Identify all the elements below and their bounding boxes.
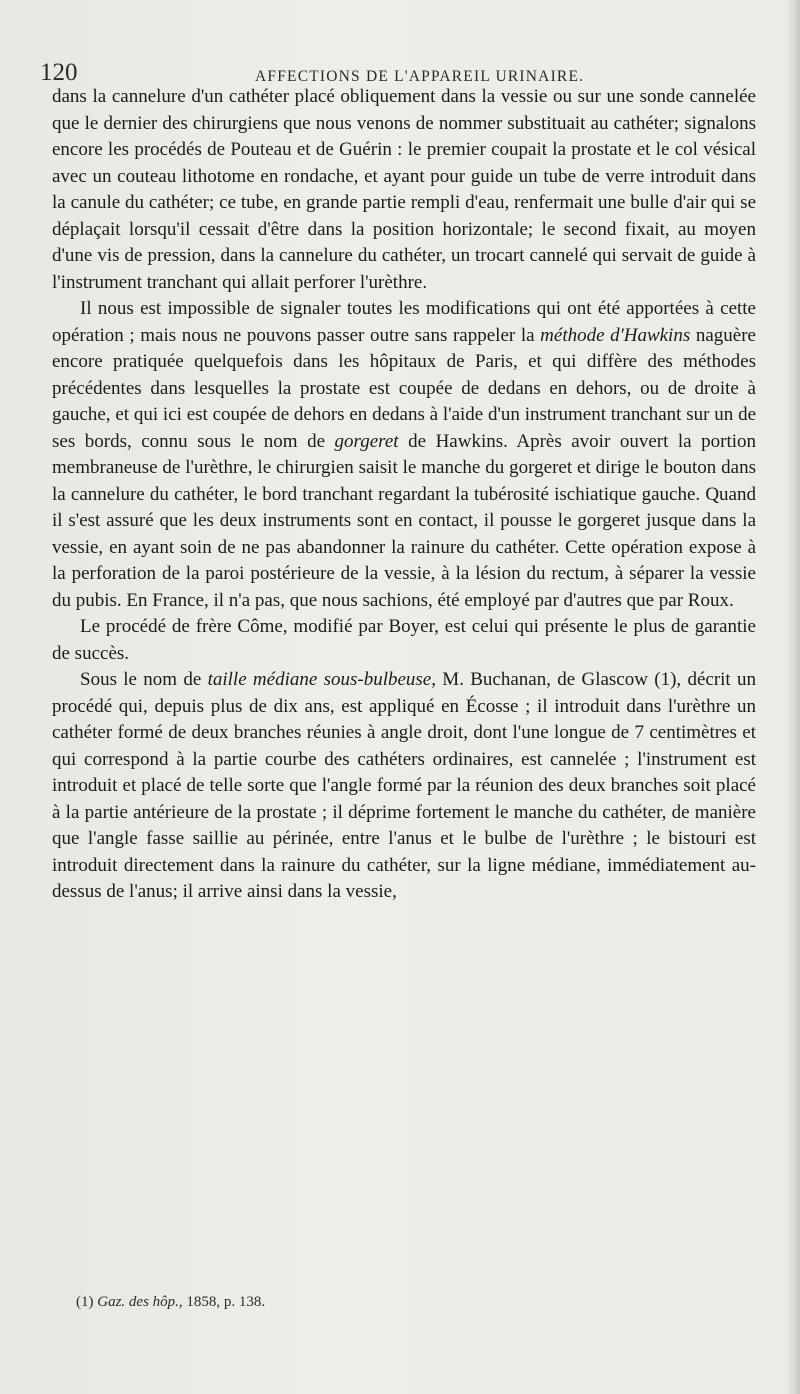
paragraph-3-text: Le procédé de frère Côme, modifié par Boyer, est celui qui présente le plus de garantie de succès.	[52, 616, 756, 664]
footnote-rest: , 1858, p. 138.	[178, 1294, 266, 1310]
paragraph-2-part2: naguère encore pratiquée quelquefois dans les hôpitaux de Paris, et qui diffère des méthodes précédentes dans lesquelles la prostate est coupée de dedans en dehors, ou de droite à gauche, et qui ici est coupée de dehors en dedans à l'aide d'un instrument tranchant sur un de ses bords, connu sous le nom de	[52, 324, 756, 452]
footnote	[76, 1292, 265, 1312]
paragraph-4-italic-taille: taille médiane sous-bulbeuse	[207, 669, 432, 690]
paragraph-4-part1: Sous le nom de	[80, 669, 208, 690]
paragraph-2	[52, 296, 756, 614]
paragraph-4	[52, 667, 756, 906]
paragraph-2-part1: Il nous est impossible de signaler toutes les modifications qui ont été apportées à cette opération ; mais nous ne pouvons passer outre sans rappeler la	[52, 298, 756, 346]
footnote-source: Gaz. des hôp.	[97, 1294, 179, 1310]
paragraph-1	[52, 84, 756, 296]
footnote-marker: (1)	[76, 1294, 98, 1310]
page-edge-shadow	[786, 0, 800, 1394]
page-number: 120	[40, 59, 78, 86]
paragraph-4-part2: , M. Buchanan, de Glascow (1), décrit un procédé qui, depuis plus de dix ans, est appliqué en Écosse ; il introduit dans l'urèthre un cathéter formé de deux branches réunies à angle droit, dont l'une longue de 7 centimètres et qui correspond à la partie courbe des cathéters ordinaires, est cannelée ; l'instrument est introduit et placé de telle sorte que l'angle formé par la réunion des deux branches soit placé à la partie antérieure de la prostate ; il déprime fortement le manche du cathéter, de manière que l'angle fasse saillie au périnée, entre l'anus et le bulbe de l'urèthre ; le bistouri est introduit directement dans la rainure du cathéter, sur la ligne médiane, immédiatement au-dessus de l'anus; il arrive ainsi dans la vessie,	[52, 669, 757, 902]
body-text	[52, 84, 756, 906]
paragraph-1-text: dans la cannelure d'un cathéter placé obliquement dans la vessie ou sur une sonde cannelée que le dernier des chirurgiens que nous venons de nommer substituait au cathéter; signalons encore les procédés de Pouteau et de Guérin : le premier coupait la prostate et le col vésical avec un couteau lithotome en rondache, et ayant pour guide un tube de verre introduit dans la canule du cathéter; ce tube, en grande partie rempli d'eau, renfermait une bulle d'air qui se déplaçait lorsqu'il cessait d'être dans la position horizontale; le second fixait, au moyen d'une vis de pression, dans la cannelure du cathéter, un trocart cannelé qui servait de guide à l'instrument tranchant qui allait perforer l'urèthre.	[52, 86, 756, 293]
paragraph-2-italic-gorgeret: gorgeret	[334, 430, 399, 452]
paragraph-3	[52, 614, 756, 667]
running-title: AFFECTIONS DE L'APPAREIL URINAIRE.	[255, 68, 585, 85]
paragraph-2-italic-methode: méthode d'Hawkins	[540, 324, 691, 346]
paragraph-2-part3: de Hawkins. Après avoir ouvert la portion membraneuse de l'urèthre, le chirurgien saisit le manche du gorgeret et dirige le bouton dans la cannelure du cathéter, le bord tranchant regardant la tubérosité ischiatique gauche. Quand il s'est assuré que les deux instruments sont en contact, il pousse le gorgeret jusque dans la vessie, en ayant soin de ne pas abandonner la rainure du cathéter. Cette opération expose à la perforation de la paroi postérieure de la vessie, à la lésion du rectum, à séparer la vessie du pubis. En France, il n'a pas, que nous sachions, été employé par d'autres que par Roux.	[52, 430, 757, 611]
